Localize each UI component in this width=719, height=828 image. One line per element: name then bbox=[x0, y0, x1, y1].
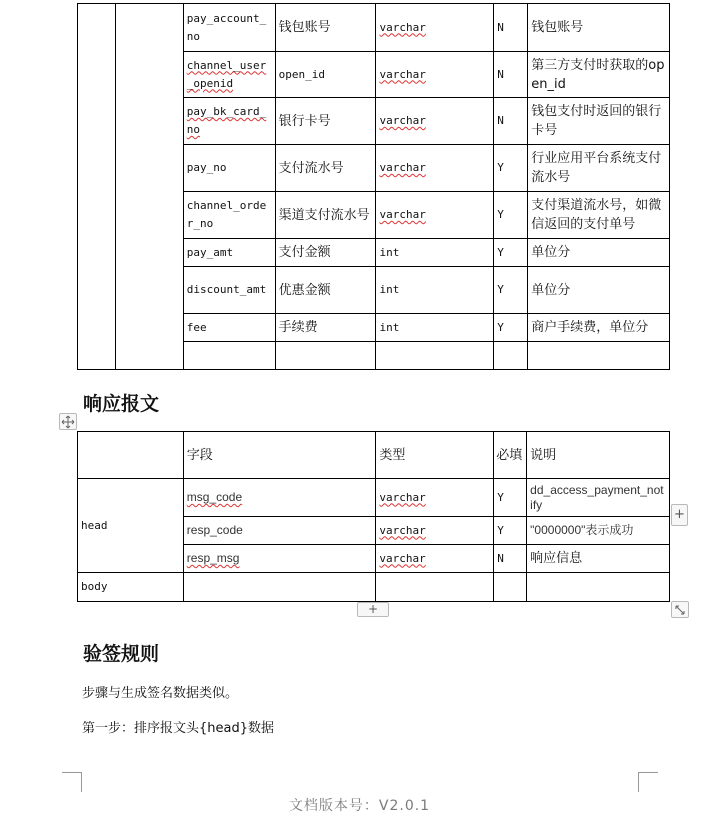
page-corner-mark bbox=[638, 772, 658, 792]
merged-cell bbox=[115, 4, 183, 370]
paragraph: 步骤与生成签名数据类似。 bbox=[82, 686, 239, 701]
field-cell: resp_code bbox=[183, 517, 376, 545]
head-label: head bbox=[78, 479, 184, 573]
desc-cell: 支付渠道流水号，如微信返回的支付单号 bbox=[528, 192, 670, 239]
desc-cell: 响应信息 bbox=[527, 545, 670, 573]
table-row bbox=[78, 4, 670, 52]
table-resize-handle[interactable] bbox=[671, 601, 689, 618]
name-cell: 支付流水号 bbox=[275, 145, 376, 192]
field-cell: pay_amt bbox=[183, 239, 275, 267]
desc-cell: "0000000"表示成功 bbox=[527, 517, 670, 545]
required-cell: Y bbox=[494, 192, 528, 239]
type-cell: varchar bbox=[379, 67, 426, 81]
resize-icon bbox=[674, 604, 686, 616]
desc-cell: 单位分 bbox=[528, 267, 670, 314]
required-cell: Y bbox=[494, 267, 528, 314]
field-cell: pay_bk_card_no bbox=[186, 105, 267, 136]
required-cell: Y bbox=[494, 479, 527, 517]
section-heading-verify: 验签规则 bbox=[83, 643, 160, 665]
required-cell: Y bbox=[494, 314, 528, 342]
type-cell: varchar bbox=[379, 523, 426, 537]
required-cell: Y bbox=[494, 239, 528, 267]
name-cell: 渠道支付流水号 bbox=[275, 192, 376, 239]
name-cell: 支付金额 bbox=[275, 239, 376, 267]
name-cell: 手续费 bbox=[275, 314, 376, 342]
field-cell: channel_order_no bbox=[183, 192, 275, 239]
move-icon bbox=[61, 415, 75, 429]
required-cell: N bbox=[494, 545, 527, 573]
request-fields-table bbox=[77, 3, 670, 370]
type-cell: int bbox=[376, 239, 494, 267]
merged-cell bbox=[78, 4, 116, 370]
add-column-button[interactable] bbox=[671, 504, 688, 526]
response-fields-table bbox=[77, 431, 670, 602]
name-cell: 钱包账号 bbox=[275, 4, 376, 52]
required-cell: N bbox=[494, 52, 528, 98]
section-heading-response: 响应报文 bbox=[83, 393, 160, 415]
name-cell: 优惠金额 bbox=[275, 267, 376, 314]
header-desc: 说明 bbox=[527, 432, 670, 479]
plus-icon: + bbox=[674, 507, 685, 522]
desc-cell: 单位分 bbox=[528, 239, 670, 267]
type-cell: varchar bbox=[379, 490, 426, 504]
required-cell: Y bbox=[494, 145, 528, 192]
body-label: body bbox=[78, 573, 184, 602]
desc-cell: 商户手续费，单位分 bbox=[528, 314, 670, 342]
table-row bbox=[78, 573, 670, 602]
header-type: 类型 bbox=[376, 432, 494, 479]
name-cell: 银行卡号 bbox=[275, 98, 376, 145]
desc-cell: 行业应用平台系统支付流水号 bbox=[528, 145, 670, 192]
desc-cell: 钱包支付时返回的银行卡号 bbox=[528, 98, 670, 145]
table-move-handle[interactable] bbox=[59, 413, 77, 430]
table-header-row bbox=[78, 432, 670, 479]
type-cell: varchar bbox=[379, 20, 426, 34]
type-cell: varchar bbox=[379, 161, 426, 174]
field-cell: fee bbox=[183, 314, 275, 342]
field-cell: msg_code bbox=[186, 490, 243, 504]
type-cell: varchar bbox=[379, 114, 426, 127]
paragraph: 第一步：排序报文头{head}数据 bbox=[82, 721, 274, 736]
field-cell: resp_msg bbox=[186, 551, 240, 565]
type-cell: int bbox=[376, 267, 494, 314]
name-cell: open_id bbox=[275, 52, 376, 98]
field-cell: channel_user_openid bbox=[186, 58, 267, 90]
header-field: 字段 bbox=[183, 432, 376, 479]
footer-version: 文档版本号：V2.0.1 bbox=[288, 798, 431, 814]
plus-icon: + bbox=[367, 602, 379, 616]
required-cell: N bbox=[494, 98, 528, 145]
required-cell: Y bbox=[494, 517, 527, 545]
table-row bbox=[78, 479, 670, 517]
desc-cell: 第三方支付时获取的open_id bbox=[528, 52, 670, 98]
field-cell: discount_amt bbox=[183, 267, 275, 314]
field-cell: pay_no bbox=[183, 145, 275, 192]
type-cell: varchar bbox=[379, 208, 426, 221]
type-cell: int bbox=[376, 314, 494, 342]
add-row-button[interactable] bbox=[357, 602, 389, 617]
required-cell: N bbox=[494, 4, 528, 52]
desc-cell: 钱包账号 bbox=[528, 4, 670, 52]
header-required: 必填 bbox=[494, 432, 527, 479]
page-corner-mark bbox=[62, 772, 82, 792]
field-cell: pay_account_no bbox=[183, 4, 275, 52]
desc-cell: dd_access_payment_notify bbox=[527, 479, 670, 517]
type-cell: varchar bbox=[379, 551, 426, 565]
